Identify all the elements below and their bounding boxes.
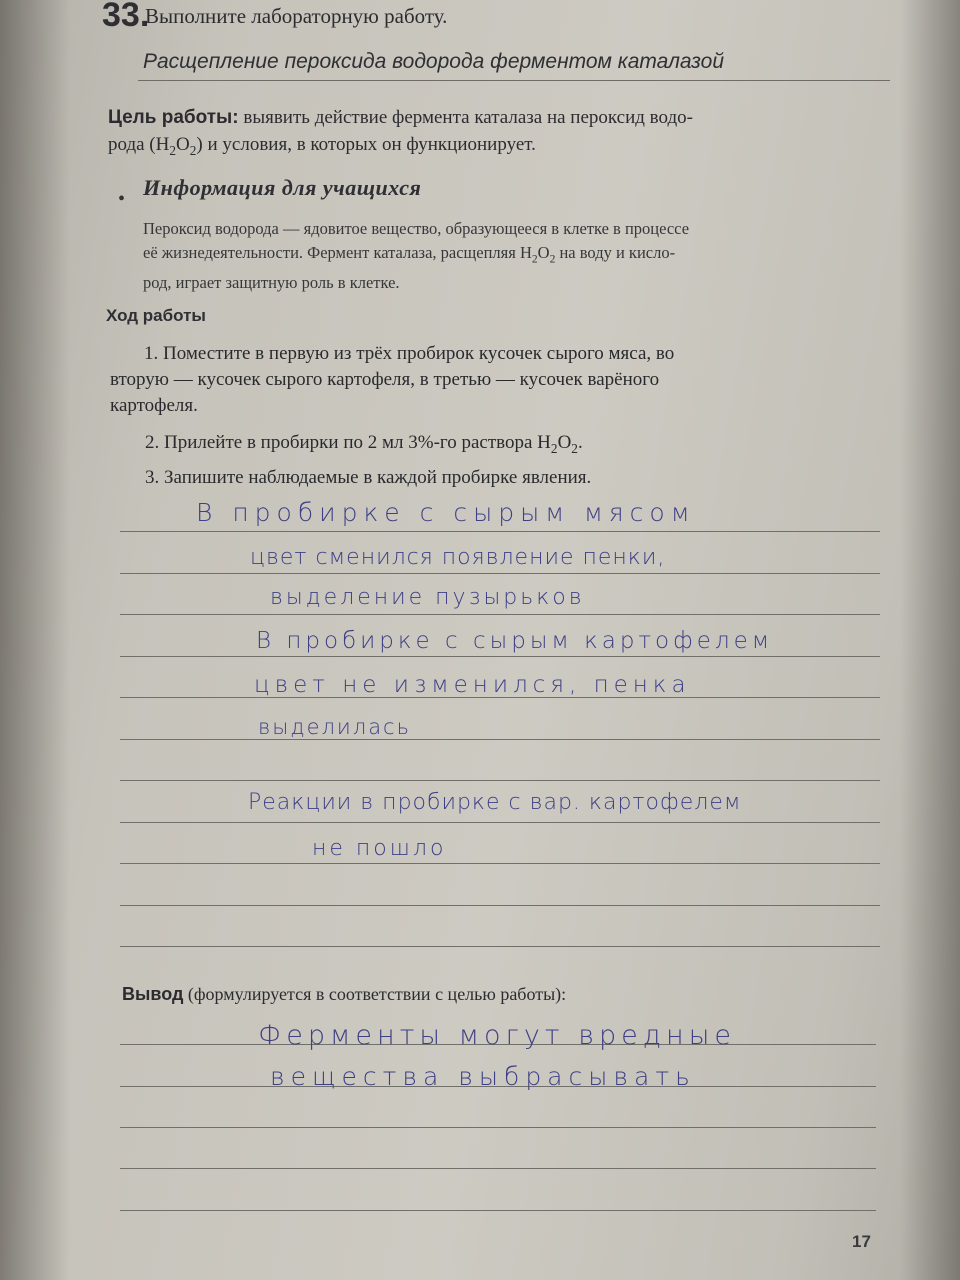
answer-rule	[120, 905, 880, 906]
handwritten-line-6: выделилась	[258, 715, 411, 739]
page-number: 17	[852, 1232, 871, 1251]
title-underline	[138, 80, 890, 81]
answer-rule	[120, 822, 880, 823]
step-2-text-c: .	[577, 432, 583, 453]
subscript: 2	[189, 142, 197, 158]
course-heading: Ход работы	[106, 306, 206, 325]
subscript: 2	[549, 253, 556, 266]
conclusion-rule	[120, 1168, 876, 1169]
aim-label: Цель работы:	[108, 107, 239, 128]
conclusion-handwriting-1: Ферменты могут вредные	[258, 1020, 736, 1051]
info-paragraph	[143, 217, 898, 295]
step-1-line-1: 1. Поместите в первую из трёх пробирок кусочек сырого мяса, во	[144, 343, 675, 364]
answer-rule	[120, 656, 880, 657]
step-2-text: 2. Прилейте в пробирки по 2 мл 3%-го раствора H	[145, 432, 551, 453]
step-2	[145, 430, 583, 462]
answer-rule	[120, 573, 880, 574]
aim-text-2c: ) и условия, в которых он функционирует.	[196, 134, 536, 155]
aim-text-2a: рода (H	[108, 134, 170, 155]
aim-text-2b: O	[176, 134, 190, 155]
info-line-1: Пероксид водорода — ядовитое вещество, образующееся в клетке в процессе	[143, 219, 690, 238]
info-line-2b: O	[537, 243, 550, 262]
subscript: 2	[169, 142, 177, 158]
subscript: 2	[531, 253, 538, 266]
exercise-number: 33.	[102, 0, 150, 34]
handwritten-line-4: В пробирке с сырым картофелем	[256, 628, 774, 654]
step-3: 3. Запишите наблюдаемые в каждой пробирке явления.	[145, 467, 592, 488]
page-edge-shadow	[900, 0, 960, 1280]
handwritten-line-8: не пошло	[312, 836, 447, 861]
conclusion-heading: Вывод	[122, 984, 184, 1004]
answer-rule	[120, 531, 880, 532]
exercise-title: Выполните лабораторную работу.	[145, 4, 448, 28]
info-title: Информация для учащихся	[143, 175, 422, 200]
handwritten-line-7: Реакции в пробирке с вар. картофелем	[248, 790, 742, 815]
subscript: 2	[550, 440, 558, 456]
answer-rule	[120, 780, 880, 781]
step-1-line-2: вторую — кусочек сырого картофеля, в третью — кусочек варёного	[110, 369, 660, 390]
handwritten-line-1: В пробирке с сырым мясом	[196, 498, 696, 527]
answer-rule	[120, 739, 880, 740]
answer-rule	[120, 863, 880, 864]
conclusion-label	[122, 984, 566, 1005]
conclusion-rule	[120, 1127, 876, 1128]
info-line-2c: на воду и кисло-	[555, 243, 676, 262]
handwritten-line-3: выделение пузырьков	[270, 585, 585, 610]
conclusion-note: (формулируется в соответствии с целью работы):	[183, 984, 567, 1004]
answer-rule	[120, 614, 880, 615]
info-line-3: род, играет защитную роль в клетке.	[143, 273, 400, 293]
subscript: 2	[571, 440, 578, 456]
aim-paragraph	[108, 104, 888, 164]
step-2-text-b: O	[557, 432, 572, 453]
info-line-2a: её жизнедеятельности. Фермент каталаза, расщепляя H	[143, 243, 532, 262]
bullet-icon: •	[118, 188, 126, 210]
work-title: Расщепление пероксида водорода ферментом каталазой	[143, 50, 725, 73]
handwritten-line-5: цвет не изменился, пенка	[254, 672, 691, 698]
conclusion-handwriting-2: вещества выбрасывать	[270, 1062, 696, 1091]
aim-text-1: выявить действие фермента каталаза на пероксид водо-	[238, 107, 693, 128]
answer-rule	[120, 946, 880, 947]
page-fold-shadow	[0, 0, 70, 1280]
conclusion-rule	[120, 1210, 876, 1211]
step-1-line-3: картофеля.	[110, 395, 198, 416]
handwritten-line-2: цвет сменился появление пенки,	[250, 545, 666, 570]
